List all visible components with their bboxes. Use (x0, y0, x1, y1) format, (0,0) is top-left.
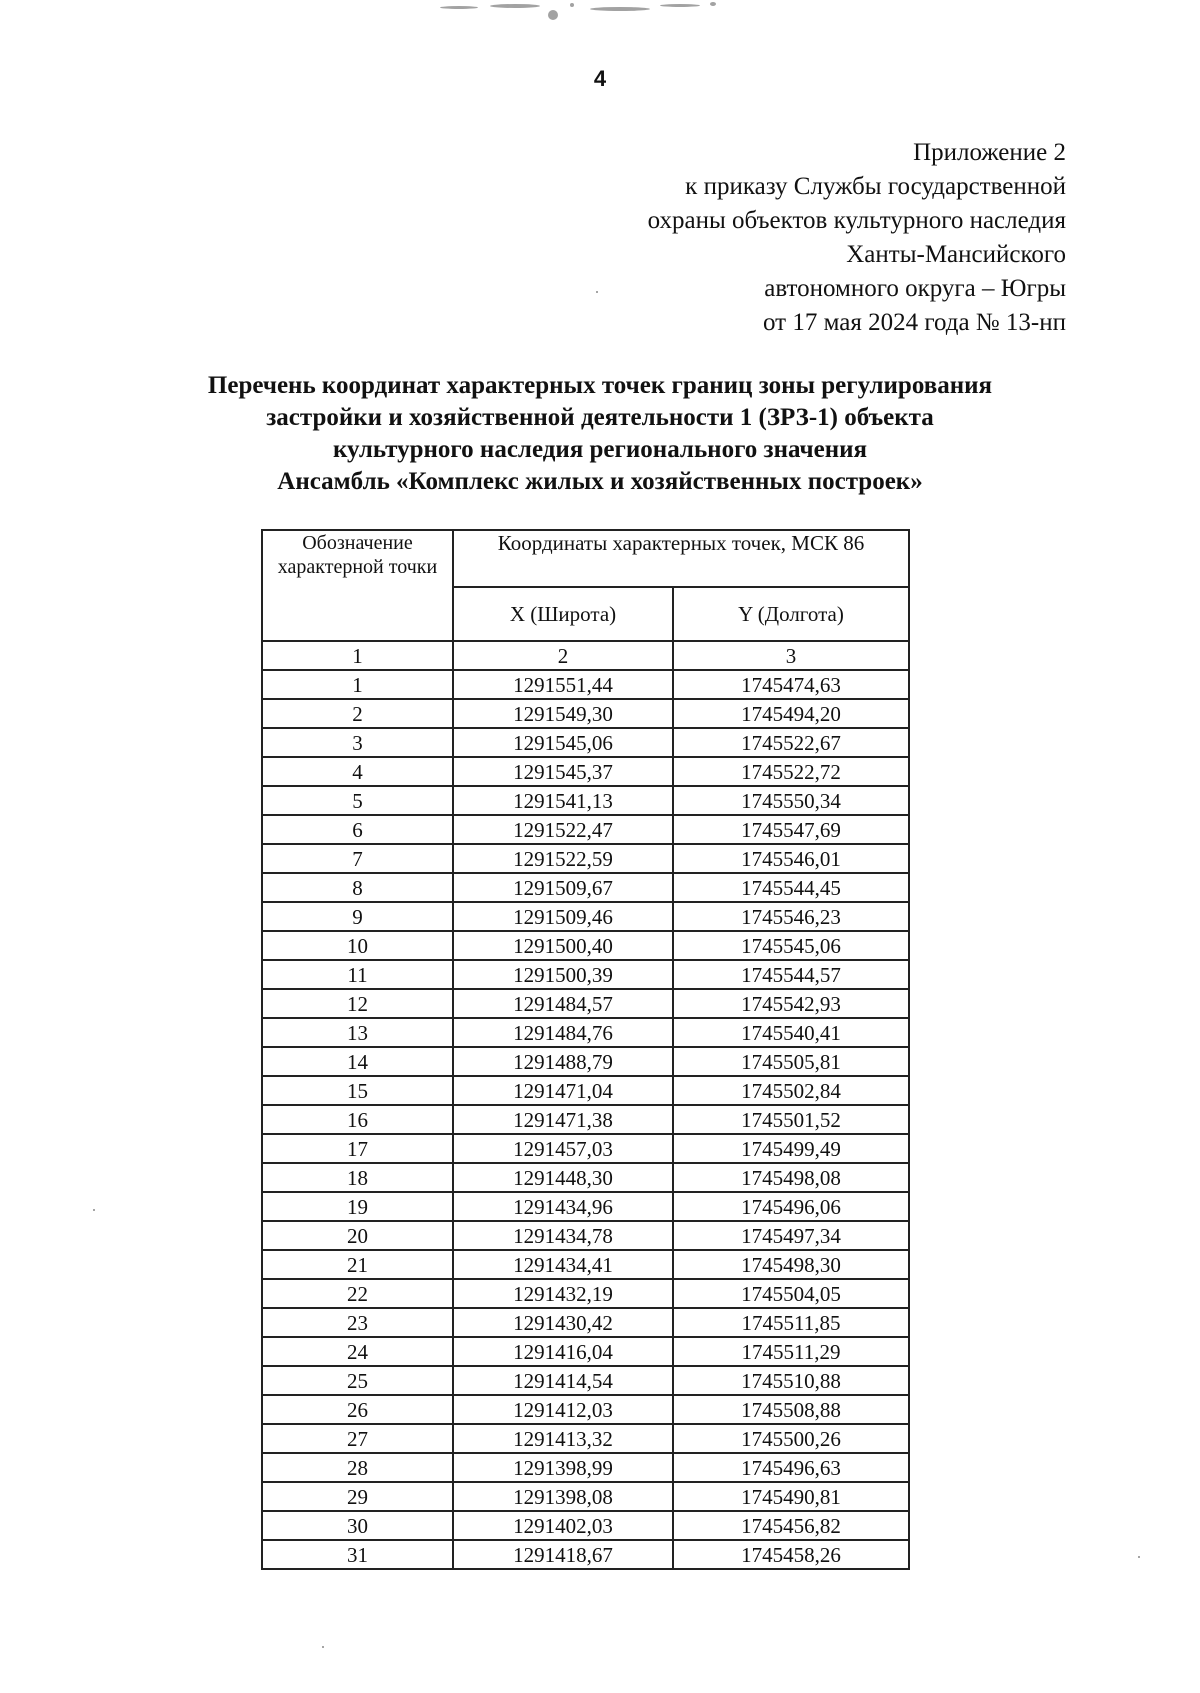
point-number-cell: 31 (262, 1540, 453, 1569)
point-number-cell: 26 (262, 1395, 453, 1424)
x-coordinate-cell: 1291416,04 (453, 1337, 673, 1366)
x-coordinate-cell: 1291500,40 (453, 931, 673, 960)
x-coordinate-cell: 1291471,04 (453, 1076, 673, 1105)
title-line: застройки и хозяйственной деятельности 1 (ЗРЗ-1) объекта (266, 404, 934, 431)
y-coordinate-cell: 1745511,85 (673, 1308, 909, 1337)
point-number-cell: 22 (262, 1279, 453, 1308)
title-line: культурного наследия регионального значения (332, 436, 868, 463)
y-coordinate-cell: 1745511,29 (673, 1337, 909, 1366)
point-number-cell: 11 (262, 960, 453, 989)
y-coordinate-cell: 1745545,06 (673, 931, 909, 960)
scan-speck (322, 1646, 324, 1648)
x-coordinate-cell: 1291541,13 (453, 786, 673, 815)
appendix-line: охраны объектов культурного наследия (647, 207, 1066, 234)
x-coordinate-cell: 1291522,59 (453, 844, 673, 873)
table-row (262, 1192, 909, 1221)
table-row (262, 728, 909, 757)
title-line: Ансамбль «Комплекс жилых и хозяйственных построек» (277, 468, 923, 495)
point-number-cell: 16 (262, 1105, 453, 1134)
table-row (262, 1540, 909, 1569)
table-row (262, 1453, 909, 1482)
y-coordinate-cell: 1745546,01 (673, 844, 909, 873)
x-coordinate-cell: 1291434,78 (453, 1221, 673, 1250)
point-number-cell: 20 (262, 1221, 453, 1250)
table-row (262, 1221, 909, 1250)
table-row (262, 1424, 909, 1453)
column-number: 1 (262, 641, 453, 670)
appendix-line: к приказу Службы государственной (685, 173, 1066, 200)
point-number-cell: 21 (262, 1250, 453, 1279)
x-coordinate-cell: 1291434,41 (453, 1250, 673, 1279)
point-number-cell: 9 (262, 902, 453, 931)
column-number: 2 (453, 641, 673, 670)
x-coordinate-cell: 1291413,32 (453, 1424, 673, 1453)
point-number-cell: 19 (262, 1192, 453, 1221)
column-number: 3 (673, 641, 909, 670)
x-coordinate-cell: 1291509,67 (453, 873, 673, 902)
table-row (262, 1250, 909, 1279)
point-number-cell: 28 (262, 1453, 453, 1482)
table-row (262, 815, 909, 844)
point-number-cell: 6 (262, 815, 453, 844)
x-coordinate-cell: 1291457,03 (453, 1134, 673, 1163)
table-row (262, 1482, 909, 1511)
point-number-cell: 3 (262, 728, 453, 757)
x-coordinate-cell: 1291484,76 (453, 1018, 673, 1047)
point-number-cell: 8 (262, 873, 453, 902)
table-row (262, 960, 909, 989)
y-coordinate-cell: 1745500,26 (673, 1424, 909, 1453)
y-coordinate-cell: 1745501,52 (673, 1105, 909, 1134)
point-number-cell: 1 (262, 670, 453, 699)
point-number-cell: 15 (262, 1076, 453, 1105)
y-coordinate-cell: 1745490,81 (673, 1482, 909, 1511)
y-coordinate-cell: 1745508,88 (673, 1395, 909, 1424)
x-coordinate-cell: 1291484,57 (453, 989, 673, 1018)
table-row (262, 1395, 909, 1424)
point-number-cell: 27 (262, 1424, 453, 1453)
x-coordinate-cell: 1291432,19 (453, 1279, 673, 1308)
table-row (262, 1134, 909, 1163)
y-coordinate-cell: 1745522,72 (673, 757, 909, 786)
y-coordinate-cell: 1745505,81 (673, 1047, 909, 1076)
y-coordinate-cell: 1745522,67 (673, 728, 909, 757)
scan-speck (596, 291, 598, 293)
table-row (262, 902, 909, 931)
x-coordinate-cell: 1291430,42 (453, 1308, 673, 1337)
appendix-line: автономного округа – Югры (764, 275, 1066, 302)
table-row (262, 1279, 909, 1308)
x-coordinate-cell: 1291398,99 (453, 1453, 673, 1482)
x-coordinate-cell: 1291549,30 (453, 699, 673, 728)
table-row (262, 1511, 909, 1540)
y-coordinate-cell: 1745542,93 (673, 989, 909, 1018)
y-coordinate-cell: 1745540,41 (673, 1018, 909, 1047)
y-coordinate-cell: 1745496,06 (673, 1192, 909, 1221)
x-coordinate-cell: 1291414,54 (453, 1366, 673, 1395)
y-coordinate-cell: 1745499,49 (673, 1134, 909, 1163)
point-number-cell: 2 (262, 699, 453, 728)
y-coordinate-cell: 1745544,57 (673, 960, 909, 989)
x-coordinate-cell: 1291448,30 (453, 1163, 673, 1192)
header-x-latitude: X (Широта) (453, 587, 673, 641)
table-row (262, 757, 909, 786)
table-row (262, 989, 909, 1018)
x-coordinate-cell: 1291545,06 (453, 728, 673, 757)
y-coordinate-cell: 1745456,82 (673, 1511, 909, 1540)
x-coordinate-cell: 1291488,79 (453, 1047, 673, 1076)
y-coordinate-cell: 1745474,63 (673, 670, 909, 699)
scan-artifact (430, 0, 750, 28)
y-coordinate-cell: 1745498,08 (673, 1163, 909, 1192)
appendix-line: Ханты-Мансийского (846, 241, 1066, 268)
document-title (0, 370, 1200, 498)
point-number-cell: 24 (262, 1337, 453, 1366)
table-row (262, 1366, 909, 1395)
x-coordinate-cell: 1291509,46 (453, 902, 673, 931)
point-number-cell: 5 (262, 786, 453, 815)
point-number-cell: 12 (262, 989, 453, 1018)
header-point-designation: Обозначение характерной точки (262, 530, 453, 641)
table-row (262, 1337, 909, 1366)
point-number-cell: 14 (262, 1047, 453, 1076)
table-row (262, 931, 909, 960)
scan-speck (1138, 1556, 1140, 1558)
table-row (262, 844, 909, 873)
point-number-cell: 13 (262, 1018, 453, 1047)
point-number-cell: 29 (262, 1482, 453, 1511)
y-coordinate-cell: 1745496,63 (673, 1453, 909, 1482)
header-y-longitude: Y (Долгота) (673, 587, 909, 641)
title-line: Перечень координат характерных точек границ зоны регулирования (207, 372, 993, 399)
x-coordinate-cell: 1291500,39 (453, 960, 673, 989)
x-coordinate-cell: 1291398,08 (453, 1482, 673, 1511)
y-coordinate-cell: 1745546,23 (673, 902, 909, 931)
page-number: 4 (593, 66, 607, 91)
column-number-row (262, 641, 909, 670)
point-number-cell: 4 (262, 757, 453, 786)
x-coordinate-cell: 1291412,03 (453, 1395, 673, 1424)
x-coordinate-cell: 1291545,37 (453, 757, 673, 786)
x-coordinate-cell: 1291522,47 (453, 815, 673, 844)
x-coordinate-cell: 1291402,03 (453, 1511, 673, 1540)
y-coordinate-cell: 1745458,26 (673, 1540, 909, 1569)
y-coordinate-cell: 1745497,34 (673, 1221, 909, 1250)
point-number-cell: 17 (262, 1134, 453, 1163)
x-coordinate-cell: 1291471,38 (453, 1105, 673, 1134)
y-coordinate-cell: 1745550,34 (673, 786, 909, 815)
table-row (262, 786, 909, 815)
y-coordinate-cell: 1745498,30 (673, 1250, 909, 1279)
x-coordinate-cell: 1291551,44 (453, 670, 673, 699)
x-coordinate-cell: 1291418,67 (453, 1540, 673, 1569)
y-coordinate-cell: 1745547,69 (673, 815, 909, 844)
y-coordinate-cell: 1745494,20 (673, 699, 909, 728)
point-number-cell: 7 (262, 844, 453, 873)
table-row (262, 1047, 909, 1076)
point-number-cell: 18 (262, 1163, 453, 1192)
point-number-cell: 25 (262, 1366, 453, 1395)
point-number-cell: 23 (262, 1308, 453, 1337)
point-number-cell: 10 (262, 931, 453, 960)
table-row (262, 1105, 909, 1134)
header-coordinates: Координаты характерных точек, МСК 86 (453, 530, 909, 587)
coordinates-table (261, 529, 910, 1570)
table-row (262, 670, 909, 699)
y-coordinate-cell: 1745544,45 (673, 873, 909, 902)
appendix-line: Приложение 2 (913, 139, 1066, 166)
y-coordinate-cell: 1745504,05 (673, 1279, 909, 1308)
table-row (262, 1018, 909, 1047)
scan-speck (93, 1209, 95, 1211)
point-number-cell: 30 (262, 1511, 453, 1540)
table-row (262, 1163, 909, 1192)
table-row (262, 1076, 909, 1105)
appendix-block (466, 136, 1066, 340)
x-coordinate-cell: 1291434,96 (453, 1192, 673, 1221)
appendix-line: от 17 мая 2024 года № 13-нп (762, 309, 1066, 336)
table-row (262, 699, 909, 728)
table-row (262, 1308, 909, 1337)
y-coordinate-cell: 1745502,84 (673, 1076, 909, 1105)
table-row (262, 873, 909, 902)
y-coordinate-cell: 1745510,88 (673, 1366, 909, 1395)
